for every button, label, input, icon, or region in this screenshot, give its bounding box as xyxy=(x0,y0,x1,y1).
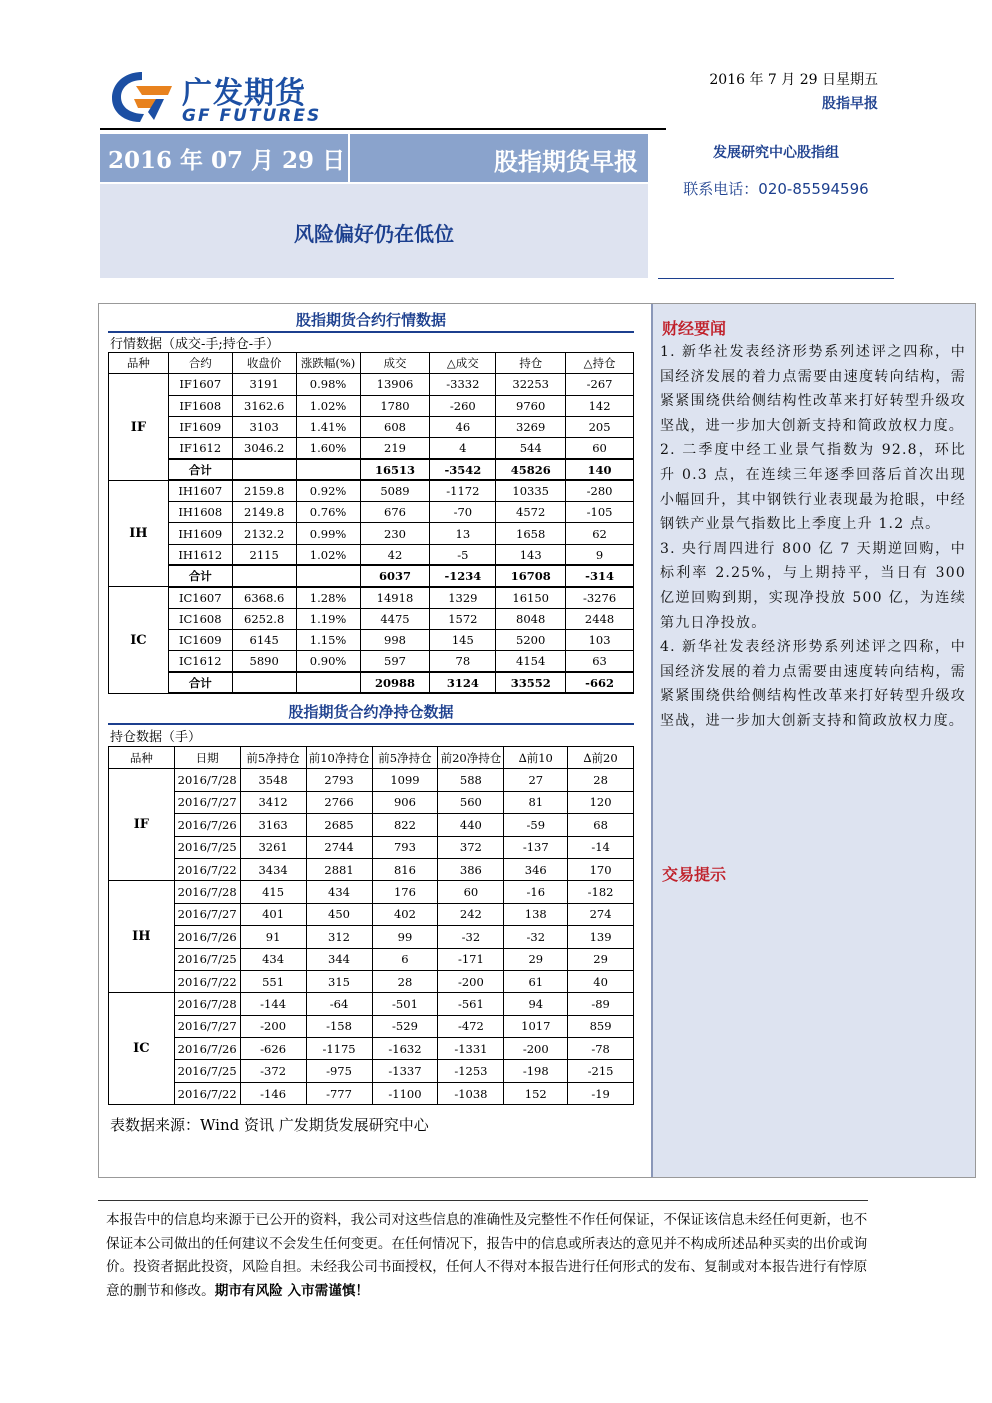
data-cell: -1337 xyxy=(372,1060,438,1082)
data-cell: -158 xyxy=(306,1015,372,1037)
table-row xyxy=(109,970,634,992)
data-cell: 372 xyxy=(438,836,504,858)
data-cell: -3332 xyxy=(430,374,496,395)
table-row xyxy=(109,1082,634,1104)
data-cell: 28 xyxy=(568,769,634,791)
total-label: 合计 xyxy=(168,459,232,480)
data-cell: 0.92% xyxy=(296,480,360,501)
column-header: 品种 xyxy=(109,353,169,374)
data-cell: -3276 xyxy=(566,587,634,608)
data-cell: 906 xyxy=(372,791,438,813)
column-header: 涨跌幅(%) xyxy=(296,353,360,374)
table-row xyxy=(109,836,634,858)
data-cell: 139 xyxy=(568,926,634,948)
data-cell: 142 xyxy=(566,395,634,416)
research-group: 发展研究中心股指组 xyxy=(713,145,839,161)
market-header-row xyxy=(109,353,634,374)
data-cell: 62 xyxy=(566,523,634,544)
data-cell: 440 xyxy=(438,814,504,836)
data-cell: 2016/7/25 xyxy=(174,1060,240,1082)
product-cell: IH xyxy=(109,881,175,993)
data-cell: -14 xyxy=(568,836,634,858)
data-cell: 2016/7/27 xyxy=(174,1015,240,1037)
column-header: 成交 xyxy=(360,353,430,374)
data-cell: 415 xyxy=(240,881,306,903)
data-cell: -89 xyxy=(568,993,634,1015)
data-cell: IH1608 xyxy=(168,502,232,523)
empty-cell xyxy=(296,459,360,480)
data-cell: -19 xyxy=(568,1082,634,1104)
data-cell: 2448 xyxy=(566,608,634,629)
data-cell: 6368.6 xyxy=(232,587,296,608)
data-cell: -777 xyxy=(306,1082,372,1104)
data-cell: 312 xyxy=(306,926,372,948)
data-cell: 138 xyxy=(504,903,568,925)
empty-cell xyxy=(232,672,296,693)
column-header: △持仓 xyxy=(566,353,634,374)
gf-logo-icon xyxy=(108,68,176,126)
data-cell: 2016/7/22 xyxy=(174,1082,240,1104)
data-cell: 2132.2 xyxy=(232,523,296,544)
data-cell: 2016/7/26 xyxy=(174,926,240,948)
data-cell: 2016/7/28 xyxy=(174,881,240,903)
data-cell: -626 xyxy=(240,1038,306,1060)
data-cell: 27 xyxy=(504,769,568,791)
report-title: 股指期货早报 xyxy=(494,147,638,176)
data-cell: 544 xyxy=(496,438,566,459)
table-row xyxy=(109,502,634,523)
data-cell: 822 xyxy=(372,814,438,836)
data-cell: -171 xyxy=(438,948,504,970)
data-cell: -182 xyxy=(568,881,634,903)
market-section-title: 股指期货合约行情数据 xyxy=(108,309,634,333)
total-row xyxy=(109,672,634,693)
data-cell: 205 xyxy=(566,416,634,437)
data-cell: -32 xyxy=(438,926,504,948)
data-cell: -32 xyxy=(504,926,568,948)
title-divider xyxy=(348,134,350,182)
data-cell: -200 xyxy=(504,1038,568,1060)
data-cell: 2766 xyxy=(306,791,372,813)
column-header: 前5净持仓 xyxy=(372,747,438,769)
data-cell: 0.76% xyxy=(296,502,360,523)
data-cell: -501 xyxy=(372,993,438,1015)
company-logo xyxy=(108,66,358,130)
data-cell: 78 xyxy=(430,651,496,672)
table-row xyxy=(109,629,634,650)
data-cell: 816 xyxy=(372,858,438,880)
trading-tips-title: 交易提示 xyxy=(662,865,727,884)
data-cell: 3046.2 xyxy=(232,438,296,459)
data-cell: 3261 xyxy=(240,836,306,858)
column-header: △成交 xyxy=(430,353,496,374)
data-source: 表数据来源：Wind 资讯 广发期货发展研究中心 xyxy=(110,1116,429,1134)
data-cell: 3434 xyxy=(240,858,306,880)
data-cell: 143 xyxy=(496,544,566,565)
data-cell: 401 xyxy=(240,903,306,925)
data-cell: -1172 xyxy=(430,480,496,501)
column-header: 日期 xyxy=(174,747,240,769)
data-cell: 2016/7/28 xyxy=(174,993,240,1015)
data-cell: 9760 xyxy=(496,395,566,416)
total-label: 合计 xyxy=(168,672,232,693)
total-row xyxy=(109,459,634,480)
theme-box xyxy=(100,184,648,278)
table-row xyxy=(109,1038,634,1060)
table-row xyxy=(109,1015,634,1037)
data-cell: IF1608 xyxy=(168,395,232,416)
table-row xyxy=(109,480,634,501)
position-header-row xyxy=(109,747,634,769)
total-open-interest: 33552 xyxy=(496,672,566,693)
market-subtitle: 行情数据（成交-手;持仓-手） xyxy=(110,337,280,352)
product-cell: IF xyxy=(109,769,175,881)
side-rule xyxy=(658,278,894,279)
data-cell: -260 xyxy=(430,395,496,416)
total-volume: 20988 xyxy=(360,672,430,693)
data-cell: IC1612 xyxy=(168,651,232,672)
table-row xyxy=(109,416,634,437)
total-row xyxy=(109,565,634,586)
data-cell: -59 xyxy=(504,814,568,836)
total-oi-change: -314 xyxy=(566,565,634,586)
table-row xyxy=(109,608,634,629)
table-row xyxy=(109,395,634,416)
column-header: 前5净持仓 xyxy=(240,747,306,769)
data-cell: 434 xyxy=(306,881,372,903)
data-cell: 1658 xyxy=(496,523,566,544)
data-cell: -267 xyxy=(566,374,634,395)
data-cell: -561 xyxy=(438,993,504,1015)
data-cell: 94 xyxy=(504,993,568,1015)
data-cell: 434 xyxy=(240,948,306,970)
news-title: 财经要闻 xyxy=(662,319,727,338)
data-cell: 2016/7/27 xyxy=(174,903,240,925)
column-header: 合约 xyxy=(168,353,232,374)
position-data-table xyxy=(108,746,634,1105)
data-cell: 560 xyxy=(438,791,504,813)
data-cell: 2016/7/25 xyxy=(174,948,240,970)
market-data-table xyxy=(108,352,634,694)
data-cell: 2881 xyxy=(306,858,372,880)
data-cell: 219 xyxy=(360,438,430,459)
data-cell: 1329 xyxy=(430,587,496,608)
data-cell: 1572 xyxy=(430,608,496,629)
total-volume: 16513 xyxy=(360,459,430,480)
data-cell: 551 xyxy=(240,970,306,992)
table-row xyxy=(109,881,634,903)
header-report-type: 股指早报 xyxy=(822,96,878,112)
data-cell: 2149.8 xyxy=(232,502,296,523)
data-cell: 242 xyxy=(438,903,504,925)
data-cell: -78 xyxy=(568,1038,634,1060)
data-cell: 450 xyxy=(306,903,372,925)
title-bar xyxy=(100,134,648,182)
data-cell: IC1608 xyxy=(168,608,232,629)
data-cell: 6252.8 xyxy=(232,608,296,629)
data-cell: 152 xyxy=(504,1082,568,1104)
data-cell: 60 xyxy=(566,438,634,459)
data-cell: 793 xyxy=(372,836,438,858)
data-cell: 2016/7/22 xyxy=(174,858,240,880)
data-cell: 28 xyxy=(372,970,438,992)
data-cell: 4154 xyxy=(496,651,566,672)
data-cell: -137 xyxy=(504,836,568,858)
data-cell: 386 xyxy=(438,858,504,880)
empty-cell xyxy=(232,565,296,586)
data-cell: 597 xyxy=(360,651,430,672)
data-cell: 2115 xyxy=(232,544,296,565)
column-header: 前10净持仓 xyxy=(306,747,372,769)
data-cell: 3103 xyxy=(232,416,296,437)
product-cell: IC xyxy=(109,587,169,693)
data-cell: IF1609 xyxy=(168,416,232,437)
empty-cell xyxy=(296,672,360,693)
product-cell: IF xyxy=(109,374,169,480)
data-cell: 10335 xyxy=(496,480,566,501)
table-row xyxy=(109,769,634,791)
total-volume: 6037 xyxy=(360,565,430,586)
data-cell: 29 xyxy=(568,948,634,970)
data-cell: 81 xyxy=(504,791,568,813)
table-row xyxy=(109,374,634,395)
logo-english-text: GF FUTURES xyxy=(182,106,322,126)
total-open-interest: 16708 xyxy=(496,565,566,586)
data-cell: IC1609 xyxy=(168,629,232,650)
data-cell: -529 xyxy=(372,1015,438,1037)
data-cell: 676 xyxy=(360,502,430,523)
data-cell: 0.98% xyxy=(296,374,360,395)
data-cell: 1.02% xyxy=(296,544,360,565)
data-cell: 3269 xyxy=(496,416,566,437)
data-cell: IH1607 xyxy=(168,480,232,501)
data-cell: 99 xyxy=(372,926,438,948)
table-row xyxy=(109,993,634,1015)
news-item: 4. 新华社发表经济形势系列述评之四称，中国经济发展的着力点需要由速度转向结构，需紧紧围绕供给侧结构性改革来打好转型升级攻坚战，进一步加大创新支持和简政放权力度。 xyxy=(660,639,966,729)
data-cell: 998 xyxy=(360,629,430,650)
column-header: 收盘价 xyxy=(232,353,296,374)
data-cell: 3548 xyxy=(240,769,306,791)
column-header: 持仓 xyxy=(496,353,566,374)
data-cell: 5089 xyxy=(360,480,430,501)
data-cell: -144 xyxy=(240,993,306,1015)
position-section-title: 股指期货合约净持仓数据 xyxy=(108,701,634,725)
data-cell: 859 xyxy=(568,1015,634,1037)
data-cell: 2159.8 xyxy=(232,480,296,501)
data-cell: -280 xyxy=(566,480,634,501)
data-cell: 6 xyxy=(372,948,438,970)
data-cell: IH1609 xyxy=(168,523,232,544)
data-cell: 2016/7/22 xyxy=(174,970,240,992)
disclaimer xyxy=(98,1200,868,1303)
data-cell: 9 xyxy=(566,544,634,565)
table-row xyxy=(109,948,634,970)
data-cell: 5890 xyxy=(232,651,296,672)
column-header: 品种 xyxy=(109,747,175,769)
data-cell: 1780 xyxy=(360,395,430,416)
table-row xyxy=(109,903,634,925)
data-cell: -198 xyxy=(504,1060,568,1082)
data-cell: 4475 xyxy=(360,608,430,629)
data-cell: 14918 xyxy=(360,587,430,608)
data-cell: 230 xyxy=(360,523,430,544)
data-cell: -1253 xyxy=(438,1060,504,1082)
data-cell: 0.99% xyxy=(296,523,360,544)
data-cell: -472 xyxy=(438,1015,504,1037)
data-cell: 40 xyxy=(568,970,634,992)
header-rule xyxy=(100,128,666,130)
data-cell: 29 xyxy=(504,948,568,970)
data-cell: -1100 xyxy=(372,1082,438,1104)
data-cell: -146 xyxy=(240,1082,306,1104)
data-cell: 63 xyxy=(566,651,634,672)
table-row xyxy=(109,523,634,544)
data-cell: -372 xyxy=(240,1060,306,1082)
data-cell: 5200 xyxy=(496,629,566,650)
data-cell: 91 xyxy=(240,926,306,948)
data-cell: -1632 xyxy=(372,1038,438,1060)
data-cell: IC1607 xyxy=(168,587,232,608)
news-list xyxy=(660,340,966,734)
data-cell: 1.15% xyxy=(296,629,360,650)
table-row xyxy=(109,587,634,608)
data-cell: 2016/7/27 xyxy=(174,791,240,813)
data-cell: -1175 xyxy=(306,1038,372,1060)
data-cell: 13906 xyxy=(360,374,430,395)
data-cell: 344 xyxy=(306,948,372,970)
data-cell: 2793 xyxy=(306,769,372,791)
data-cell: -200 xyxy=(438,970,504,992)
total-volume-change: -1234 xyxy=(430,565,496,586)
data-cell: 608 xyxy=(360,416,430,437)
data-cell: 2685 xyxy=(306,814,372,836)
position-subtitle: 持仓数据（手） xyxy=(110,730,202,745)
empty-cell xyxy=(296,565,360,586)
data-cell: 1.28% xyxy=(296,587,360,608)
data-cell: -5 xyxy=(430,544,496,565)
data-cell: 3162.6 xyxy=(232,395,296,416)
product-cell: IC xyxy=(109,993,175,1105)
data-cell: -64 xyxy=(306,993,372,1015)
risk-warning: 期市有风险 入市需谨慎！ xyxy=(214,1282,370,1299)
side-info xyxy=(658,136,894,199)
news-item: 3. 央行周四进行 800 亿 7 天期逆回购，中标利率 2.25%，与上期持平，当日有 300 亿逆回购到期，实现净投放 500 亿，为连续第九日净投放。 xyxy=(660,540,966,631)
data-cell: -105 xyxy=(566,502,634,523)
column-header: ∆前20 xyxy=(568,747,634,769)
data-cell: 42 xyxy=(360,544,430,565)
data-cell: 1099 xyxy=(372,769,438,791)
total-label: 合计 xyxy=(168,565,232,586)
data-cell: 2016/7/26 xyxy=(174,1038,240,1060)
data-cell: 2016/7/28 xyxy=(174,769,240,791)
data-cell: 0.90% xyxy=(296,651,360,672)
data-cell: 3412 xyxy=(240,791,306,813)
disclaimer-text: 本报告中的信息均来源于已公开的资料，我公司对这些信息的准确性及完整性不作任何保证，不保证该信息未经任何更新，也不保证本公司做出的任何建议不会发生任何变更。在任何情况下，报告中的信息或所表达的意见并不构成所述品种买卖的出价或询价。投资者据此投资，风险自担。未经我公司书面授权，任何人不得对本报告进行任何形式的发布、复制或对本报告进行有悖原意的删节和修改。 xyxy=(106,1212,868,1299)
data-cell: 16150 xyxy=(496,587,566,608)
data-cell: 1017 xyxy=(504,1015,568,1037)
data-cell: 2744 xyxy=(306,836,372,858)
total-volume-change: 3124 xyxy=(430,672,496,693)
data-cell: 346 xyxy=(504,858,568,880)
data-cell: 588 xyxy=(438,769,504,791)
total-oi-change: -662 xyxy=(566,672,634,693)
table-row xyxy=(109,651,634,672)
data-cell: 3191 xyxy=(232,374,296,395)
data-cell: IH1612 xyxy=(168,544,232,565)
table-row xyxy=(109,438,634,459)
total-volume-change: -3542 xyxy=(430,459,496,480)
data-cell: 6145 xyxy=(232,629,296,650)
total-open-interest: 45826 xyxy=(496,459,566,480)
data-cell: 68 xyxy=(568,814,634,836)
report-theme: 风险偏好仍在低位 xyxy=(294,222,454,246)
data-cell: -1331 xyxy=(438,1038,504,1060)
data-cell: IF1612 xyxy=(168,438,232,459)
title-date: 2016 年 07 月 29 日 xyxy=(108,147,346,174)
total-oi-change: 140 xyxy=(566,459,634,480)
data-cell: 1.19% xyxy=(296,608,360,629)
data-cell: 120 xyxy=(568,791,634,813)
column-header: 前20净持仓 xyxy=(438,747,504,769)
product-cell: IH xyxy=(109,480,169,586)
data-cell: -1038 xyxy=(438,1082,504,1104)
header-date: 2016 年 7 月 29 日星期五 xyxy=(709,72,878,88)
data-cell: -215 xyxy=(568,1060,634,1082)
data-cell: 2016/7/26 xyxy=(174,814,240,836)
data-cell: 61 xyxy=(504,970,568,992)
data-cell: 3163 xyxy=(240,814,306,836)
table-row xyxy=(109,858,634,880)
data-cell: IF1607 xyxy=(168,374,232,395)
data-cell: -16 xyxy=(504,881,568,903)
data-cell: 2016/7/25 xyxy=(174,836,240,858)
table-row xyxy=(109,791,634,813)
header-date-block xyxy=(709,68,878,116)
data-cell: -200 xyxy=(240,1015,306,1037)
data-cell: -975 xyxy=(306,1060,372,1082)
column-header: ∆前10 xyxy=(504,747,568,769)
table-row xyxy=(109,926,634,948)
table-row xyxy=(109,1060,634,1082)
table-row xyxy=(109,544,634,565)
data-cell: 1.02% xyxy=(296,395,360,416)
data-cell: -70 xyxy=(430,502,496,523)
data-cell: 170 xyxy=(568,858,634,880)
data-cell: 176 xyxy=(372,881,438,903)
empty-cell xyxy=(232,459,296,480)
data-cell: 4 xyxy=(430,438,496,459)
data-cell: 1.41% xyxy=(296,416,360,437)
data-cell: 1.60% xyxy=(296,438,360,459)
contact-phone: 联系电话：020-85594596 xyxy=(683,180,869,198)
data-cell: 315 xyxy=(306,970,372,992)
news-item: 1. 新华社发表经济形势系列述评之四称，中国经济发展的着力点需要由速度转向结构，需紧紧围绕供给侧结构性改革来打好转型升级攻坚战，进一步加大创新支持和简政放权力度。 xyxy=(660,344,966,434)
data-cell: 13 xyxy=(430,523,496,544)
table-row xyxy=(109,814,634,836)
data-cell: 274 xyxy=(568,903,634,925)
data-cell: 8048 xyxy=(496,608,566,629)
data-cell: 4572 xyxy=(496,502,566,523)
news-item: 2. 二季度中经工业景气指数为 92.8，环比升 0.3 点，在连续三年逐季回落后首次出现小幅回升，其中钢铁行业表现最为抢眼，中经钢铁产业景气指数比上季度上升 1.2 点。 xyxy=(660,442,966,533)
data-cell: 60 xyxy=(438,881,504,903)
data-cell: 103 xyxy=(566,629,634,650)
data-cell: 402 xyxy=(372,903,438,925)
data-cell: 46 xyxy=(430,416,496,437)
data-cell: 32253 xyxy=(496,374,566,395)
logo-chinese-text: 广发期货 xyxy=(182,76,306,111)
data-cell: 145 xyxy=(430,629,496,650)
